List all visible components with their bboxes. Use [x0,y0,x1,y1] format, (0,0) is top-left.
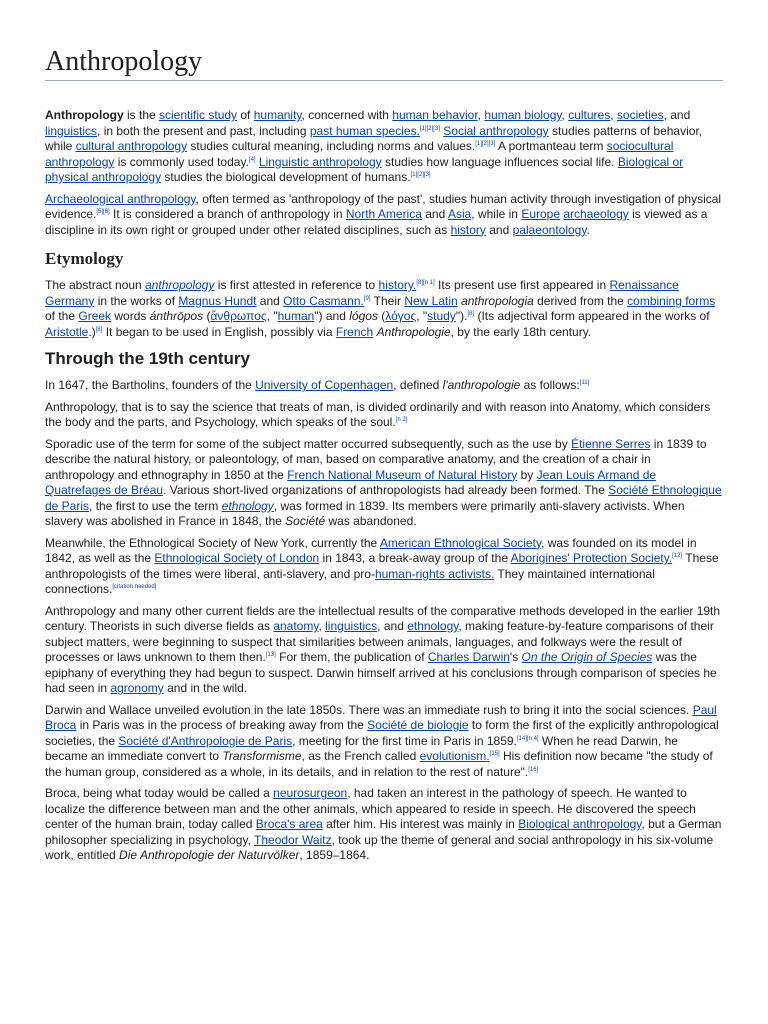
text-run: and [256,293,284,308]
history-quote [45,400,723,431]
citation [475,141,495,147]
text-run: Its present use first appeared in [434,278,610,292]
bold-text: Anthropology [45,108,124,122]
citation [249,157,256,163]
wiki-link[interactable]: . [486,749,490,763]
text-run: after him. His interest was mainly in [322,817,519,831]
wiki-link[interactable]: French [335,324,374,339]
text-run: , [318,619,326,633]
italic-text: Société [285,514,326,528]
wiki-link[interactable]: ethnology [221,498,274,513]
text-run: , often termed as 'anthropology of the past', studies human activity through investigation of physical evidence. [45,191,722,221]
wiki-link[interactable]: University of Copenhagen [255,378,394,392]
text-run: Anthropology, that is to say the science that treats of man, is divided ordinarily and with reason into Anatomy, which considers the body and the parts, and Psychology, which speaks of the soul. [45,399,711,429]
text-run: The abstract noun [45,278,146,292]
text-run: in 1843, a break-away group of the [319,551,511,565]
wiki-link[interactable]: sociocultural anthropology [45,139,674,169]
text-run: studies patterns of behavior, while [45,123,703,153]
wiki-link[interactable]: anthropology [145,278,215,292]
text-run: "). [455,309,468,323]
citation-link[interactable]: [12] [672,553,683,559]
citation [112,584,156,590]
italic-text: Transformisme [222,749,302,763]
text-run: , and [663,108,691,122]
citation-link[interactable]: [1][2][3] [410,172,431,178]
wiki-link[interactable]: Europe [521,207,561,221]
wiki-link[interactable]: humanity [253,108,302,122]
wiki-link[interactable]: Otto Casmann [283,293,361,308]
text-run: by [517,467,537,482]
wiki-link[interactable]: Aristotle [45,324,89,339]
citation-link[interactable]: [5][6] [96,209,110,215]
wiki-link[interactable]: Société Ethnologique de Paris [45,483,722,513]
text-run: studies cultural meaning, including norms and values. [187,139,476,153]
text-run: Darwin and Wallace unveiled evolution in the late 1850s. There was an immediate rush to bring it into the social sciences. [45,702,693,717]
citation [411,172,431,178]
article [45,0,723,870]
italic-text: ánthrōpos [149,309,204,323]
page-title: Anthropology [45,0,723,81]
text-run: When he read Darwin, he became an immediate convert to [45,733,678,763]
text-run: is the [123,108,160,122]
text-run: , while in [471,207,522,221]
text-run: and in the wild. [163,681,248,695]
citation-link[interactable]: [8][n 1] [416,280,435,286]
wiki-link[interactable]: Paul Broca [45,702,717,732]
wiki-link[interactable]: history [378,278,413,292]
wiki-link[interactable]: American Ethnological Society [379,535,542,550]
text-run: is first attested in reference to [214,278,379,292]
text-run: Sporadic use of the term for some of the subject matter occurred subsequently, such as the use by [45,436,572,451]
history-paragraph-7 [45,786,723,864]
intro-paragraph-1 [45,108,723,186]
wiki-link[interactable]: . [416,123,420,138]
wiki-link[interactable]: On the Origin of Species [521,650,653,664]
text-run: , in both the present and past, including [97,123,310,138]
italic-text: lógos [349,309,378,323]
text-run: They maintained international connections. [45,566,655,596]
wiki-link[interactable]: human [277,309,315,323]
wiki-link[interactable]: New Latin [404,293,458,308]
citation [528,767,538,773]
text-run: These anthropologists of the times were liberal, anti-slavery, and pro- [45,551,719,581]
text-run: , took up the theme of general and social anthropology in his six-volume work, entitled [45,832,714,862]
text-run: is commonly used today. [114,154,249,169]
wiki-link[interactable]: Magnus Hundt [178,293,257,308]
text-run: . [586,222,590,237]
wiki-link[interactable]: Biological or physical anthropology [45,154,684,184]
citation-link[interactable]: [4] [248,156,256,163]
citation-link[interactable]: [1][2][3] [419,125,440,132]
intro-paragraph-2 [45,192,723,239]
citation [266,652,276,658]
text-run: , the first to use the term [89,498,222,513]
wiki-link[interactable]: human behavior [392,108,478,122]
text-run: . Various short-lived organizations of anthropologists had already been formed. The [163,483,609,497]
text-run: , concerned with [301,108,393,122]
wiki-link[interactable]: Aborigines' Protection Society [510,551,669,565]
text-run: Meanwhile, the Ethnological Society of New York, currently the [45,535,380,550]
wiki-link[interactable]: Archaeological anthropology [45,191,196,206]
citation [490,751,500,757]
text-run: , by the early 18th century. [450,324,592,339]
wiki-link[interactable]: neurosurgeon [273,786,348,800]
wiki-link[interactable]: linguistics [325,619,378,633]
wiki-link[interactable]: Greek [78,309,112,323]
wiki-link[interactable]: . [412,278,417,292]
wiki-link[interactable]: societies [616,108,664,122]
history-paragraph-5 [45,604,723,697]
text-run: and [485,222,513,237]
wiki-link[interactable]: . [668,551,673,565]
citation [396,417,408,423]
text-run: studies the biological development of humans. [161,170,411,184]
text-run: ") and [314,309,350,323]
wiki-link[interactable]: Charles Darwin [427,650,510,664]
text-run: in the works of [94,293,179,308]
text-run: In 1647, the Bartholins, founders of the [45,378,256,392]
text-run: , and [377,619,408,633]
text-run: to form the first of the explicitly anthropological societies, the [45,718,719,748]
section-heading-19th-century: Through the 19th century [45,349,250,368]
citation-link[interactable]: [11] [579,380,590,386]
citation [96,209,109,215]
wiki-link[interactable]: Société d'Anthropologie de Paris [118,733,293,748]
citation-link[interactable]: [16] [528,766,539,773]
text-run: His definition now became "the study of the human group, considered as a whole, in its details, and in relation to the rest of nature". [45,749,713,779]
wiki-link[interactable]: Ethnological Society of London [154,551,320,565]
wiki-link[interactable]: Broca's area [255,817,323,831]
text-run: was abandoned. [325,514,417,528]
wiki-link[interactable]: palaeontology [512,222,587,237]
wiki-link[interactable]: Société de biologie [367,718,469,732]
italic-text: anthropologia [461,293,534,308]
citation [672,553,682,559]
citation-link[interactable]: [14][n 4] [516,735,539,742]
wiki-link[interactable]: anatomy [273,619,319,633]
etymology-paragraph [45,278,723,340]
section-heading-etymology: Etymology [45,249,124,268]
wiki-link[interactable]: cultural anthropology [75,139,188,153]
wiki-link[interactable]: Theodor Waitz [254,832,332,847]
citation-link[interactable]: [8] [467,311,475,317]
italic-text: l'anthropologie [442,378,521,392]
wiki-link[interactable]: evolutionism [419,749,487,763]
citation-link[interactable]: [9] [363,295,371,302]
text-run: as follows: [520,378,580,392]
history-paragraph-3 [45,437,723,530]
text-run: , was founded on its model in 1842, as well as the [45,535,697,565]
citation [364,296,371,302]
wiki-link[interactable]: agronomy [110,681,164,695]
wiki-link[interactable]: Linguistic anthropology [258,154,382,169]
wiki-link[interactable]: human biology [484,108,562,122]
wiki-link[interactable]: Social anthropology [443,123,549,138]
citation-link[interactable]: [citation needed] [112,584,157,590]
wiki-link[interactable]: . [360,293,364,308]
text-run: For them, the publication of [275,650,428,664]
text-run: A portmanteau term [495,139,607,153]
text-run: , defined [393,378,443,392]
wiki-link[interactable]: combining forms [627,293,716,308]
wiki-link[interactable]: λόγος [385,309,417,323]
wiki-link[interactable]: Renaissance [609,278,679,292]
wiki-link[interactable]: North America [345,207,422,221]
wiki-link[interactable]: ἄνθρωπος [210,309,267,323]
wiki-link[interactable]: ethnology [407,619,459,633]
text-run: , as the French called [301,749,420,763]
italic-text: Die Anthropologie der Naturvölker [119,848,300,862]
text-run: in 1839 to describe the natural history, or paleontology, of man, based on comparative anatomy, and the creation of a chair in anthropology and ethnography in 1850 at the [45,436,707,482]
text-run: , " [416,309,428,323]
text-run: Broca, being what today would be called a [45,786,274,800]
wiki-link[interactable]: cultures [568,108,611,122]
wiki-link[interactable]: French National Museum of Natural History [287,467,518,482]
citation-link[interactable]: [n 2] [395,417,408,423]
wiki-link[interactable]: Biological anthropology [518,817,642,831]
text-run: was the epiphany of everything they had begun to suspect. Darwin himself arrived at his conclusions through comparison of species he had seen in [45,650,717,695]
text-run: Anthropology and many other current fields are the intellectual results of the comparative methods developed in the earlier 19th century. Theorists in such diverse fields as [45,603,721,633]
text-run: , [561,108,569,122]
text-run: , was formed in 1839. Its members were primarily anti-slavery activists. When slavery was abolished in France in 1848, the [45,498,685,528]
text-run: of the [45,309,79,323]
wiki-link[interactable]: Germany [45,293,95,308]
text-run: It is considered a branch of anthropology in [109,207,346,221]
wiki-link[interactable]: Jean Louis Armand de Quatrefages de Bréau [45,467,657,497]
text-run: Their [370,293,405,308]
citation-link[interactable]: [1][2][3] [475,141,496,147]
text-run: ( [377,309,386,323]
history-paragraph-6 [45,703,723,781]
text-run: .) [88,324,96,339]
citation-link[interactable]: [13] [265,652,276,658]
wiki-link[interactable]: archaeology [563,207,629,221]
text-run: , but a German philosopher specializing in psychology, [45,817,722,847]
text-run: and [421,207,448,221]
wiki-link[interactable]: history [450,222,486,237]
text-run: , 1859–1864. [299,848,370,862]
text-run: , meeting for the first time in Paris in 1859. [292,733,517,748]
citation [580,380,590,386]
wiki-link[interactable]: linguistics [45,123,98,138]
text-run: , " [266,309,278,323]
wiki-link[interactable]: human-rights activists. [374,566,495,581]
text-run: ( [203,309,211,323]
text-run: 's [509,650,522,664]
wiki-link[interactable]: Étienne Serres [571,436,651,451]
history-paragraph-1 [45,378,723,394]
wiki-link[interactable]: Asia [447,207,472,221]
citation-link[interactable]: [15] [489,751,500,757]
text-run: , had taken an interest in the pathology of speech. He wanted to localize the difference between man and the other animals, which appeared to reside in speech. He discovered the speech center of the human brain, today called [45,786,696,831]
text-run: , making feature-by-feature comparisons of their subject matters, were beginning to suspect that similarities between animals, languages, and folkways were the result of processes or laws unknown to them then. [45,619,714,664]
citation [517,736,539,742]
text-run: words [111,309,150,323]
text-run: derived from the [533,293,628,308]
text-run: , [477,108,485,122]
text-run: in Paris was in the process of breaking away from the [76,718,368,732]
text-run: studies how language influences social life. [381,154,618,169]
wiki-link[interactable]: study [427,309,456,323]
text-run: , [610,108,617,122]
citation [420,126,440,132]
text-run: is viewed as a discipline in its own right or grouped under other related disciplines, such as [45,207,708,237]
text-run: of [237,108,254,122]
wiki-link[interactable]: scientific study [159,108,238,122]
italic-text: Anthropologie [376,324,451,339]
citation-link[interactable]: [8] [95,326,103,333]
text-run: (Its adjectival form appeared in the works of [474,309,710,323]
citation [416,280,434,286]
text-run: It began to be used in English, possibly via [102,324,336,339]
wiki-link[interactable]: past human species [309,123,417,138]
history-paragraph-4 [45,536,723,598]
